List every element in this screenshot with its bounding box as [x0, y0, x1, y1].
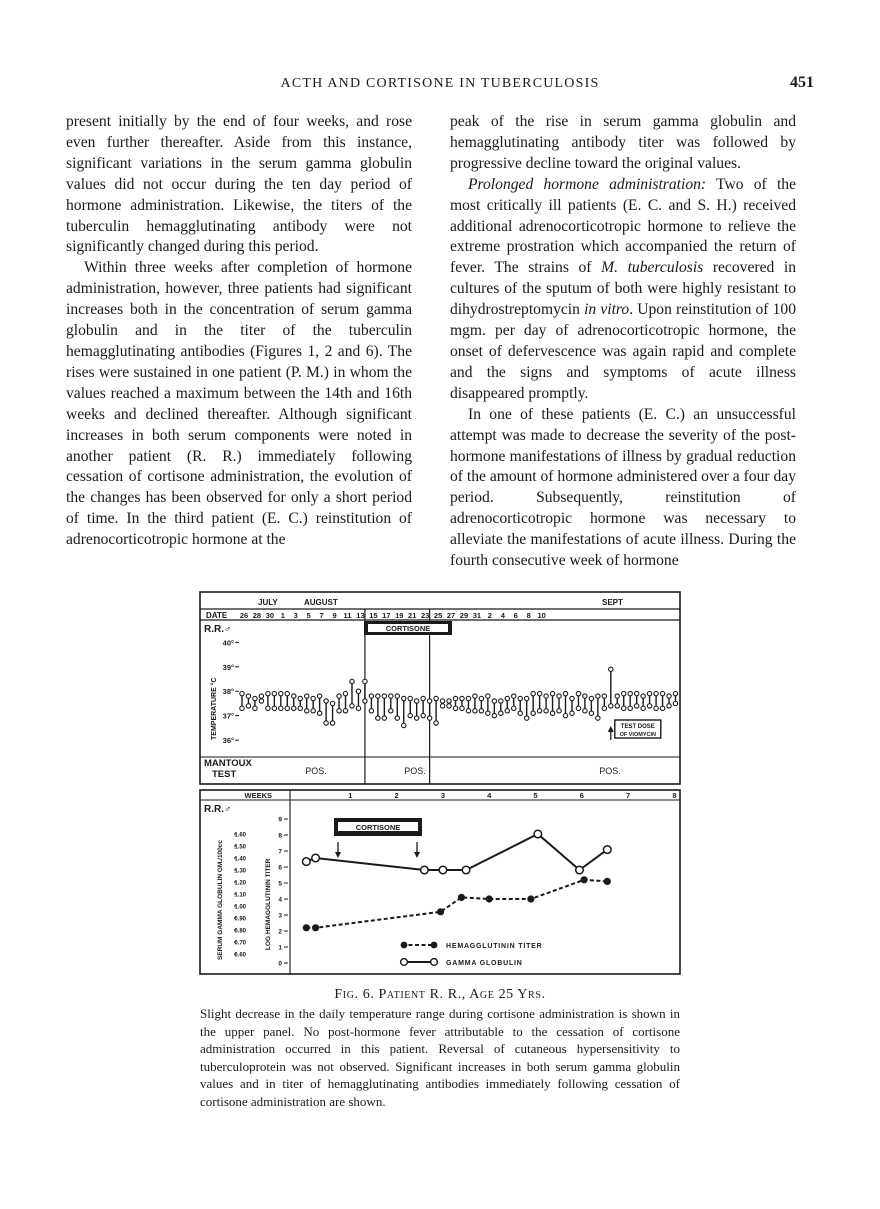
temperature-high-point — [660, 691, 664, 695]
temperature-low-point — [673, 701, 677, 705]
temperature-high-point — [615, 694, 619, 698]
hemagglutinin-tick-label: 2 — [278, 928, 282, 936]
temperature-high-point — [570, 696, 574, 700]
legend-gamma-globulin-swatch-point — [431, 959, 438, 966]
temperature-low-point — [414, 716, 418, 720]
temperature-high-point — [641, 694, 645, 698]
week-tick-label: 7 — [626, 791, 631, 800]
gamma-globulin-tick-label: 1.40 — [234, 856, 246, 863]
hemagglutinin-point — [458, 894, 465, 901]
mantoux-result-after: POS. — [599, 766, 621, 776]
month-label-july: JULY — [258, 598, 278, 607]
temperature-low-point — [531, 711, 535, 715]
figure-6-chart — [198, 590, 682, 976]
temperature-low-point — [453, 706, 457, 710]
temperature-low-point — [298, 706, 302, 710]
temperature-low-point — [279, 706, 283, 710]
temperature-low-point — [447, 704, 451, 708]
temperature-low-point — [602, 706, 606, 710]
left-column — [66, 112, 412, 551]
temperature-low-point — [512, 706, 516, 710]
temperature-low-point — [266, 706, 270, 710]
temperature-high-point — [602, 694, 606, 698]
temperature-low-point — [634, 704, 638, 708]
test-dose-label-line2: OF VIOMYCIN — [619, 732, 656, 738]
gamma-globulin-tick-label: 1.30 — [234, 868, 246, 875]
right-paragraph-2: Prolonged hormone administration: Two of the most critically ill patients (E. C. and S. H.) received additional adrenocorticotropic hormone to relieve the extreme prostration which accompanied the return of fever. The strains of M. tuberculosis recovered in cultures of the sputum of both were highly resistant to dihydrostreptomycin in vitro. Upon reinstitution of 100 mgm. per day of adrenocorticotropic hormone, the onset of defervescence was again rapid and complete and the signs and symptoms of acute illness disappeared promptly. — [450, 175, 797, 402]
temperature-high-point — [563, 691, 567, 695]
gamma-globulin-point — [534, 830, 542, 838]
hemagglutinin-tick-label: 6 — [278, 864, 282, 872]
temperature-low-point — [596, 716, 600, 720]
section-run-in-heading: Prolonged hormone administration: — [468, 175, 707, 193]
mantoux-label-line2: TEST — [212, 769, 237, 780]
temperature-high-point — [596, 694, 600, 698]
temperature-high-point — [537, 691, 541, 695]
temperature-low-point — [622, 706, 626, 710]
running-head — [0, 74, 880, 96]
gamma-globulin-tick-label: 1.50 — [234, 844, 246, 851]
temperature-low-point — [550, 711, 554, 715]
temperature-low-point — [240, 706, 244, 710]
temperature-low-point — [421, 713, 425, 717]
temperature-low-point — [615, 704, 619, 708]
temperature-low-point — [518, 711, 522, 715]
right-paragraph-3: In one of these patients (E. C.) an unsuccessful attempt was made to decrease the severity of the post-hormone manifestations of illness by gradual reduction of the amount of hormone administered over a four day period. Subsequently, reinstitution of adrenocorticotropic hormone was necessary to alleviate the manifestations of acute illness. During the fourth consecutive week of hormone — [450, 405, 796, 570]
temperature-low-point — [253, 706, 257, 710]
week-tick-label: 3 — [440, 791, 445, 800]
mantoux-result-during: POS. — [404, 766, 426, 776]
temperature-high-point — [505, 696, 509, 700]
temperature-high-point — [544, 694, 548, 698]
temperature-high-point — [434, 696, 438, 700]
legend-gamma-globulin-label: GAMMA GLOBULIN — [446, 960, 523, 967]
gamma-globulin-tick-label: 1.20 — [234, 880, 246, 887]
temperature-axis-label: TEMPERATURE °C — [211, 677, 218, 740]
hemagglutinin-point — [581, 876, 588, 883]
temperature-low-point — [408, 713, 412, 717]
gamma-globulin-point — [303, 858, 311, 866]
gamma-globulin-point — [421, 866, 429, 874]
date-tick-label: 21 — [408, 611, 417, 620]
temperature-high-point — [427, 699, 431, 703]
hemagglutinin-point — [303, 924, 310, 931]
gamma-globulin-tick-label: 1.60 — [234, 832, 246, 839]
temperature-low-point — [628, 706, 632, 710]
hemagglutinin-tick-label: 8 — [278, 832, 282, 840]
date-tick-label: 25 — [433, 611, 443, 620]
temperature-low-point — [395, 716, 399, 720]
temperature-low-point — [466, 709, 470, 713]
gamma-globulin-point — [576, 866, 584, 874]
temperature-low-point — [402, 723, 406, 727]
temperature-high-point — [557, 694, 561, 698]
month-label-august: AUGUST — [304, 598, 338, 607]
temperature-tick-label: 36° — [222, 736, 234, 746]
month-label-sept: SEPT — [602, 598, 623, 607]
figure-legend: Slight decrease in the daily temperature range during cortisone administration is shown in the upper panel. No post-hormone fever attributable to the cessation of cortisone administration occurred in this patient. Reversal of cutaneous hypersensitivity to tuberculoprotein was not observed. Significant increases in both serum gamma globulin values and in titer of hemagglutinating antibodies immediately following cessation of cortisone administration are shown. — [200, 1006, 680, 1109]
week-tick-label: 4 — [487, 791, 492, 800]
gamma-globulin-tick-label: 0.80 — [234, 928, 246, 935]
temperature-low-point — [272, 706, 276, 710]
temperature-low-point — [544, 709, 548, 713]
gamma-globulin-point — [439, 866, 447, 874]
legend-gamma-globulin-swatch-point — [401, 959, 408, 966]
running-head-title: ACTH AND CORTISONE IN TUBERCULOSIS — [280, 76, 600, 91]
gamma-globulin-tick-label: 0.60 — [234, 952, 246, 959]
page-number: 451 — [790, 74, 814, 91]
temperature-high-point — [337, 694, 341, 698]
temperature-high-point — [550, 691, 554, 695]
temperature-high-point — [440, 699, 444, 703]
temperature-low-point — [473, 709, 477, 713]
temperature-high-point — [356, 689, 360, 693]
temperature-low-point — [505, 709, 509, 713]
date-tick-label: 19 — [395, 611, 404, 620]
temperature-low-point — [427, 716, 431, 720]
temperature-high-point — [466, 696, 470, 700]
temperature-low-point — [609, 704, 613, 708]
temperature-low-point — [285, 706, 289, 710]
temperature-high-point — [266, 691, 270, 695]
temperature-high-point — [473, 694, 477, 698]
gamma-globulin-series-line — [306, 834, 607, 870]
date-tick-label: 5 — [306, 611, 311, 620]
temperature-low-point — [246, 704, 250, 708]
week-tick-label: 1 — [348, 791, 353, 800]
temperature-high-point — [628, 691, 632, 695]
temperature-low-point — [343, 709, 347, 713]
date-tick-label: 15 — [369, 611, 378, 620]
test-dose-label-line1: TEST DOSE — [620, 724, 655, 730]
temperature-tick-label: 40° — [222, 638, 234, 648]
date-tick-label: 26 — [239, 611, 249, 620]
week-tick-label: 5 — [533, 791, 538, 800]
temperature-high-point — [447, 699, 451, 703]
cortisone-label-upper: CORTISONE — [385, 624, 431, 633]
temperature-low-point — [259, 699, 263, 703]
temperature-low-point — [305, 709, 309, 713]
date-tick-label: 9 — [332, 611, 337, 620]
date-tick-label: 29 — [459, 611, 469, 620]
temperature-high-point — [531, 691, 535, 695]
temperature-high-point — [350, 679, 354, 683]
legend-hemagglutinin-swatch-point — [401, 942, 408, 949]
temperature-high-point — [609, 667, 613, 671]
gamma-globulin-point — [603, 846, 611, 854]
gamma-globulin-tick-label: 1.10 — [234, 892, 246, 899]
hemagglutinin-point — [527, 895, 534, 902]
temperature-high-point — [395, 694, 399, 698]
lower-panel-patient-label: R.R.♂ — [204, 804, 232, 815]
date-tick-label: 10 — [537, 611, 546, 620]
temperature-high-point — [246, 694, 250, 698]
temperature-high-point — [382, 694, 386, 698]
hemagglutinin-tick-label: 3 — [278, 912, 282, 920]
hemagglutinin-point — [604, 878, 611, 885]
test-dose-arrow-head — [608, 726, 614, 732]
left-paragraph-2: Within three weeks after completion of hormone administration, however, three patients had significant increases both in the concentration of serum gamma globulin and in the titer of the tuberculin hemagglutinating antibodies (Figures 1, 2 and 6). The rises were sustained in one patient (P. M.) in whom the values reached a maximum between the 14th and 16th weeks and declined thereafter. Although significant increases in both serum components were noted in another patient (R. R.) immediately following cessation of cortisone administration, the evolution of the changes has been observed for only a short period of time. In the third patient (E. C.) reinstitution of adrenocorticotropic hormone at the — [66, 259, 412, 549]
temperature-low-point — [389, 709, 393, 713]
temperature-low-point — [537, 709, 541, 713]
date-tick-label: 2 — [487, 611, 492, 620]
date-tick-label: 27 — [446, 611, 456, 620]
temperature-low-point — [667, 704, 671, 708]
legend-hemagglutinin-label: HEMAGGLUTININ TITER — [446, 943, 543, 950]
gamma-globulin-tick-label: 0.90 — [234, 916, 246, 923]
date-tick-label: 31 — [472, 611, 482, 620]
hemagglutinin-axis-label: LOG HEMAGGLUTININ TITER — [265, 858, 272, 950]
temperature-high-point — [486, 694, 490, 698]
temperature-high-point — [253, 696, 257, 700]
right-paragraph-1: peak of the rise in serum gamma globulin and hemagglutinating antibody titer was followed by progressive decline toward the original values. — [450, 113, 796, 172]
temperature-low-point — [589, 711, 593, 715]
temperature-high-point — [298, 696, 302, 700]
temperature-low-point — [499, 711, 503, 715]
temperature-high-point — [324, 699, 328, 703]
cortisone-arrow-head — [335, 852, 341, 858]
temperature-high-point — [647, 691, 651, 695]
date-tick-label: 13 — [356, 611, 365, 620]
temperature-low-point — [376, 716, 380, 720]
hemagglutinin-point — [312, 924, 319, 931]
date-tick-label: 8 — [526, 611, 531, 620]
mantoux-result-before: POS. — [305, 766, 327, 776]
temperature-high-point — [667, 694, 671, 698]
temperature-high-point — [389, 694, 393, 698]
figure-caption: Fig. 6. Patient R. R., Age 25 Yrs. — [334, 987, 546, 1002]
temperature-high-point — [589, 696, 593, 700]
right-column — [450, 112, 796, 572]
temperature-low-point — [363, 699, 367, 703]
temperature-high-point — [524, 696, 528, 700]
temperature-low-point — [583, 709, 587, 713]
temperature-high-point — [305, 694, 309, 698]
gamma-globulin-tick-label: 1.00 — [234, 904, 246, 911]
temperature-high-point — [363, 679, 367, 683]
temperature-low-point — [557, 709, 561, 713]
date-tick-label: 11 — [343, 611, 352, 620]
temperature-tick-label: 38° — [222, 687, 234, 697]
temperature-low-point — [434, 721, 438, 725]
temperature-low-point — [654, 706, 658, 710]
cortisone-arrow-head — [414, 852, 420, 858]
temperature-low-point — [337, 709, 341, 713]
left-paragraph-1: present initially by the end of four weeks, and rose even further thereafter. Aside from this instance, significant variations in the serum gamma globulin values did not occur during the ten day period of hormone administration. Likewise, the titers of the tuberculin hemagglutinating antibody were not significantly changed during this period. — [66, 113, 412, 256]
date-tick-label: 7 — [319, 611, 324, 620]
date-row-label: DATE — [206, 611, 228, 620]
temperature-low-point — [324, 721, 328, 725]
date-tick-label: 3 — [293, 611, 298, 620]
temperature-high-point — [330, 701, 334, 705]
temperature-low-point — [641, 706, 645, 710]
temperature-low-point — [647, 704, 651, 708]
temperature-low-point — [460, 706, 464, 710]
temperature-high-point — [279, 691, 283, 695]
hemagglutinin-tick-label: 7 — [278, 848, 282, 856]
hemagglutinin-tick-label: 9 — [278, 816, 282, 824]
temperature-high-point — [499, 699, 503, 703]
weeks-row-label: WEEKS — [244, 791, 272, 800]
date-tick-label: 28 — [252, 611, 262, 620]
temperature-high-point — [285, 691, 289, 695]
temperature-high-point — [453, 696, 457, 700]
temperature-high-point — [402, 696, 406, 700]
cortisone-label-lower: CORTISONE — [355, 823, 401, 832]
temperature-low-point — [382, 716, 386, 720]
date-tick-label: 6 — [513, 611, 518, 620]
temperature-tick-label: 39° — [222, 662, 234, 672]
temperature-high-point — [622, 691, 626, 695]
temperature-low-point — [311, 709, 315, 713]
temperature-low-point — [479, 709, 483, 713]
week-tick-label: 6 — [579, 791, 584, 800]
temperature-high-point — [654, 691, 658, 695]
temperature-high-point — [343, 691, 347, 695]
temperature-high-point — [292, 694, 296, 698]
date-tick-label: 1 — [280, 611, 285, 620]
temperature-panel-frame — [200, 592, 680, 784]
temperature-low-point — [440, 704, 444, 708]
week-tick-label: 2 — [394, 791, 399, 800]
legend-hemagglutinin-swatch-point — [431, 942, 438, 949]
temperature-high-point — [634, 691, 638, 695]
date-tick-label: 17 — [382, 611, 391, 620]
temperature-high-point — [512, 694, 516, 698]
gamma-globulin-axis-label: SERUM GAMMA GLOBULIN GM./100cc — [217, 839, 224, 960]
temperature-high-point — [479, 696, 483, 700]
temperature-low-point — [524, 716, 528, 720]
temperature-high-point — [414, 699, 418, 703]
temperature-high-point — [376, 694, 380, 698]
hemagglutinin-tick-label: 0 — [278, 960, 282, 968]
temperature-low-point — [356, 706, 360, 710]
temperature-high-point — [421, 696, 425, 700]
temperature-high-point — [311, 696, 315, 700]
temperature-low-point — [317, 711, 321, 715]
temperature-low-point — [576, 706, 580, 710]
temperature-high-point — [673, 691, 677, 695]
temperature-high-point — [408, 696, 412, 700]
temperature-high-point — [583, 694, 587, 698]
temperature-low-point — [492, 713, 496, 717]
temperature-low-point — [330, 721, 334, 725]
hemagglutinin-point — [437, 908, 444, 915]
date-tick-label: 30 — [265, 611, 275, 620]
upper-panel-patient-label: R.R.♂ — [204, 624, 232, 635]
figure-6 — [198, 590, 682, 976]
temperature-tick-label: 37° — [222, 711, 234, 721]
mantoux-label-line1: MANTOUX — [204, 758, 252, 769]
hemagglutinin-tick-label: 1 — [278, 944, 282, 952]
temperature-high-point — [518, 696, 522, 700]
gamma-globulin-tick-label: 0.70 — [234, 940, 246, 947]
temperature-low-point — [292, 706, 296, 710]
temperature-high-point — [369, 694, 373, 698]
temperature-high-point — [272, 691, 276, 695]
date-tick-label: 23 — [420, 611, 430, 620]
temperature-high-point — [240, 691, 244, 695]
temperature-low-point — [369, 709, 373, 713]
temperature-high-point — [460, 696, 464, 700]
hemagglutinin-point — [486, 895, 493, 902]
date-tick-label: 4 — [500, 611, 505, 620]
temperature-low-point — [563, 713, 567, 717]
gamma-globulin-point — [312, 854, 320, 862]
week-tick-label: 8 — [672, 791, 677, 800]
temperature-high-point — [492, 699, 496, 703]
temperature-low-point — [350, 704, 354, 708]
hemagglutinin-series-line — [306, 880, 607, 928]
temperature-high-point — [259, 694, 263, 698]
gamma-globulin-point — [462, 866, 470, 874]
temperature-high-point — [317, 694, 321, 698]
temperature-high-point — [576, 691, 580, 695]
temperature-low-point — [486, 711, 490, 715]
temperature-low-point — [660, 706, 664, 710]
temperature-low-point — [570, 711, 574, 715]
hemagglutinin-tick-label: 5 — [278, 880, 282, 888]
hemagglutinin-tick-label: 4 — [278, 896, 282, 904]
